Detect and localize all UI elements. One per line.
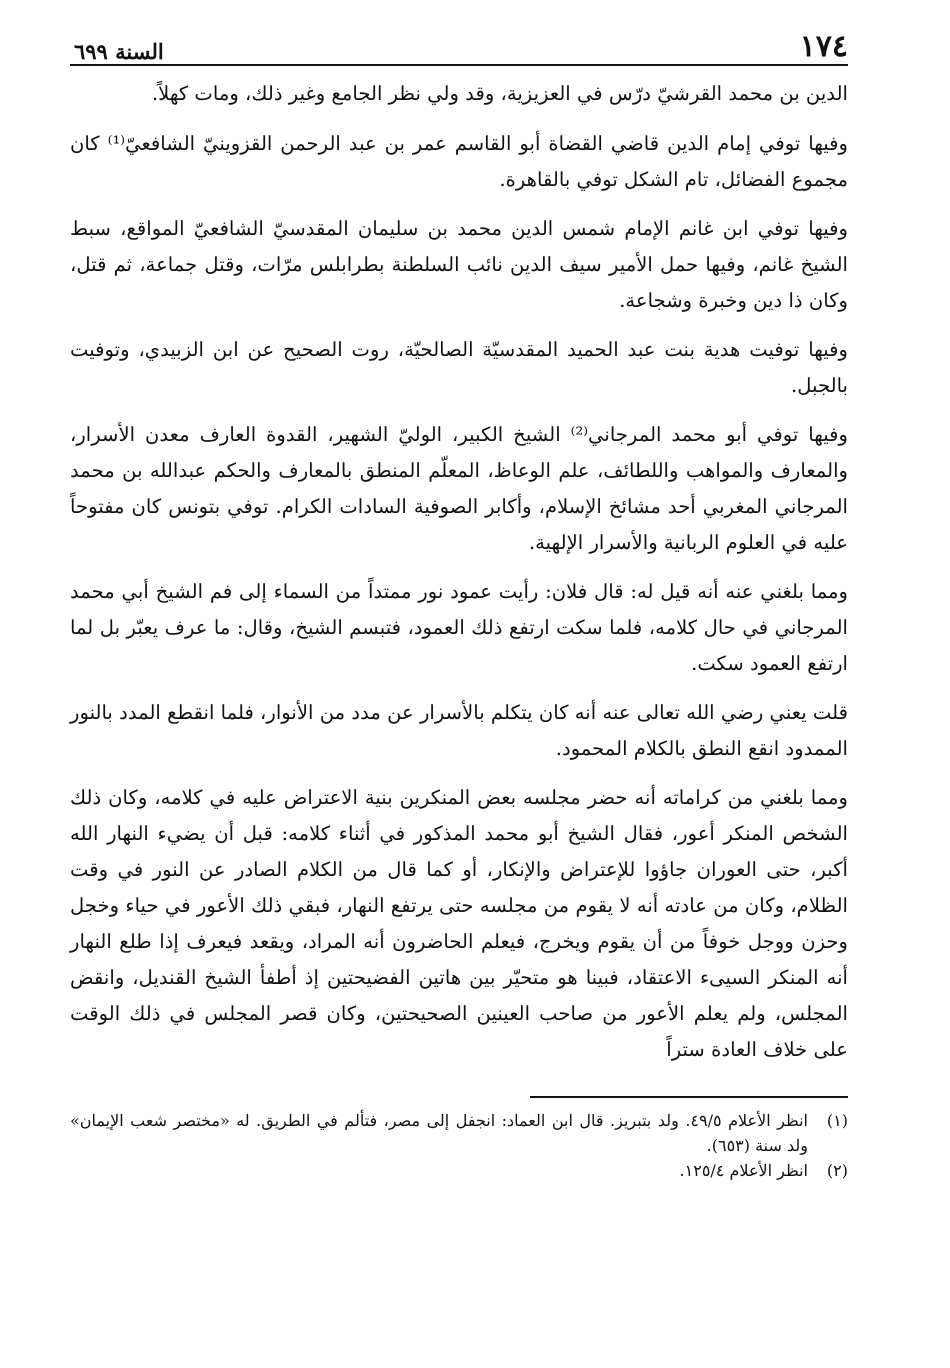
book-page: [70, 28, 848, 1183]
paragraph: وفيها توفيت هدية بنت عبد الحميد المقدسيّة الصالحيّة، روت الصحيح عن ابن الزبيدي، وتوفيت بالجبل.: [70, 338, 848, 397]
paragraph: ومما بلغني من كراماته أنه حضر مجلسه بعض المنكرين بنية الاعتراض عليه في كلامه، وكان ذلك الشخص المنكر أعور، فقال الشيخ أبو محمد المذكور في أثناء كلامه: قبل أن يضيء النهار الله أكبر، حتى العوران جاؤوا للإعتراض والإنكار، أو كما قال من الكلام الصادر عن النور في وقت الظلام، وكان من عادته أنه لا يقوم من مجلسه حتى يرتفع النهار، فبقي ذلك الأعور في حياء وخجل وحزن ووجل خوفاً من أن يقوم ويخرج، فيعلم الحاضرون أنه المراد، ويقعد فيعرف إذا طلع النهار أنه المنكر السيىء الاعتقاد، فبينا هو متحيّر بين هاتين الفضيحتين إذ أطفأ الشيخ القنديل، وانقض المجلس، ولم يعلم الأعور من صاحب العينين الصحيحتين، وكان قصر المجلس في ذلك الوقت على خلاف العادة ستراً: [70, 786, 848, 1061]
paragraph: وفيها توفي إمام الدين قاضي القضاة أبو القاسم عمر بن عبد الرحمن القزوينيّ الشافعيّ⁽¹⁾ كان مجموع الفضائل، تام الشكل توفي بالقاهرة.: [70, 132, 848, 191]
footnote: [70, 1108, 848, 1158]
page-number: ١٧٤: [799, 29, 848, 64]
main-text: [70, 76, 848, 1068]
paragraph: قلت يعني رضي الله تعالى عنه أنه كان يتكلم بالأسرار عن مدد من الأنوار، فلما انقطع المدد بالنور الممدود انقع النطق بالكلام المحمود.: [70, 701, 848, 760]
footnote-marker: (٢): [826, 1161, 848, 1180]
footnotes: [70, 1108, 848, 1183]
paragraph: الدين بن محمد القرشيّ درّس في العزيزية، وقد ولي نظر الجامع وغير ذلك، ومات كهلاً.: [151, 82, 848, 105]
running-header: [70, 28, 848, 66]
footnote-divider: [530, 1096, 848, 1098]
year-heading: السنة ٦٩٩: [74, 39, 164, 64]
footnote: [70, 1158, 848, 1183]
footnote-marker: (١): [826, 1111, 848, 1130]
footnote-text: انظر الأعلام ١٢٥/٤.: [679, 1161, 808, 1180]
footnote-text: انظر الأعلام ٤٩/٥. ولد بتبريز. قال ابن العماد: انجفل إلى مصر، فتألم في الطريق. له «مختصر شعب الإيمان» ولد سنة (٦٥٣).: [70, 1111, 808, 1155]
paragraph: وفيها توفي ابن غانم الإمام شمس الدين محمد بن سليمان المقدسيّ الشافعيّ المواقع، سبط الشيخ غانم، وفيها حمل الأمير سيف الدين نائب السلطنة بطرابلس مرّات، وقتل جماعة، ثم قتل، وكان ذا دين وخبرة وشجاعة.: [70, 217, 848, 312]
paragraph: ومما بلغني عنه أنه قيل له: قال فلان: رأيت عمود نور ممتداً من السماء إلى فم الشيخ أبي محمد المرجاني في حال كلامه، فلما سكت ارتفع ذلك العمود، فتبسم الشيخ، وقال: ما عرف يعبّر بل لما ارتفع العمود سكت.: [70, 580, 848, 675]
paragraph: وفيها توفي أبو محمد المرجاني⁽²⁾ الشيخ الكبير، الوليّ الشهير، القدوة العارف معدن الأسرار، والمعارف والمواهب واللطائف، علم الوعاظ، المعلّم المنطق بالمعارف والحكم عبدالله بن محمد المرجاني المغربي أحد مشائخ الإسلام، وأكابر الصوفية السادات الكرام. توفي بتونس كان مفتوحاً عليه في العلوم الربانية والأسرار الإلهية.: [70, 423, 849, 554]
